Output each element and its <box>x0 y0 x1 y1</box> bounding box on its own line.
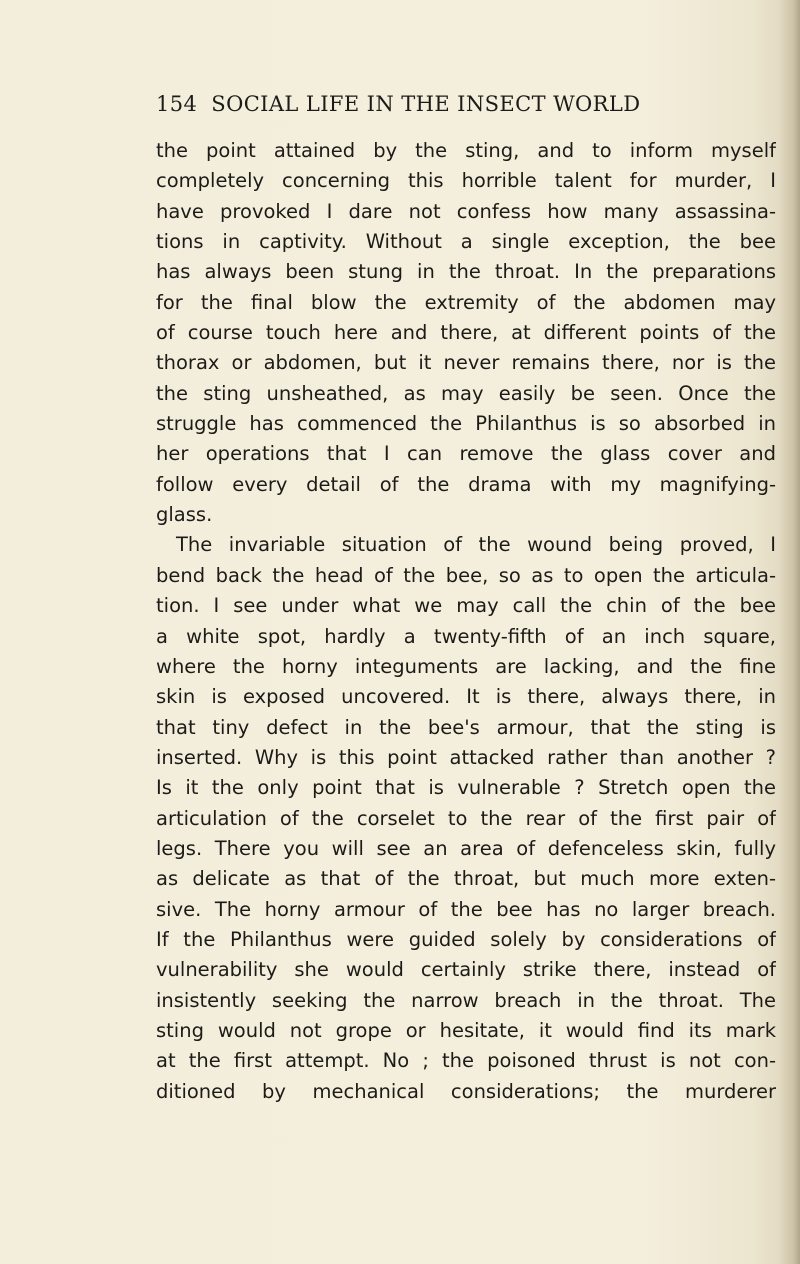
text-line: the point attained by the sting, and to inform myself <box>156 139 776 162</box>
text-line: vulnerability she would certainly strike there, instead of <box>156 958 776 982</box>
text-line: insistently seeking the narrow breach in the throat. The <box>156 988 776 1012</box>
text-line: a white spot, hardly a twenty-fifth of an inch square, <box>156 624 776 648</box>
text-line: tion. I see under what we may call the chin of the bee <box>156 594 776 618</box>
text-line: sive. The horny armour of the bee has no larger breach. <box>156 897 776 921</box>
text-line: If the Philanthus were guided solely by considerations of <box>156 927 776 951</box>
text-line: struggle has commenced the Philanthus is so absorbed in <box>156 412 776 436</box>
running-head <box>156 92 756 126</box>
text-line: thorax or abdomen, but it never remains there, nor is the <box>156 351 776 375</box>
page-number: 154 <box>156 92 198 116</box>
text-line: Is it the only point that is vulnerable ? Stretch open the <box>156 776 776 800</box>
text-line: her operations that I can remove the glass cover and <box>156 442 776 466</box>
text-line: where the horny integuments are lacking, and the fine <box>156 654 776 678</box>
text-line: follow every detail of the drama with my magnifying- <box>156 472 776 496</box>
text-line: tions in captivity. Without a single exception, the bee <box>156 230 776 254</box>
text-line: as delicate as that of the throat, but much more exten- <box>156 867 776 891</box>
text-line: for the final blow the extremity of the abdomen may <box>156 290 776 314</box>
text-line: that tiny defect in the bee's armour, that the sting is <box>156 715 776 739</box>
text-line: has always been stung in the throat. In the preparations <box>156 260 776 284</box>
text-line: the sting unsheathed, as may easily be seen. Once the <box>156 381 776 405</box>
text-line: of course touch here and there, at different points of the <box>156 321 776 345</box>
text-line: completely concerning this horrible talent for murder, I <box>156 169 776 193</box>
text-line: articulation of the corselet to the rear of the first pair of <box>156 806 776 830</box>
text-line: bend back the head of the bee, so as to open the articula- <box>156 563 776 587</box>
text-line: glass. <box>156 503 213 527</box>
text-line: legs. There you will see an area of defenceless skin, fully <box>156 836 776 860</box>
text-line: at the first attempt. No ; the poisoned thrust is not con- <box>156 1049 776 1073</box>
text-line: have provoked I dare not confess how many assassina- <box>156 199 776 223</box>
body-text <box>156 136 776 1107</box>
text-line: ditioned by mechanical considerations; the murderer <box>156 1079 776 1103</box>
text-line: skin is exposed uncovered. It is there, always there, in <box>156 685 776 709</box>
text-line: inserted. Why is this point attacked rather than another ? <box>156 745 776 769</box>
page-edge-shadow <box>778 0 800 1264</box>
text-line: The invariable situation of the wound being proved, I <box>176 533 776 557</box>
text-line: sting would not grope or hesitate, it would find its mark <box>156 1018 776 1042</box>
running-title: SOCIAL LIFE IN THE INSECT WORLD <box>211 92 641 116</box>
